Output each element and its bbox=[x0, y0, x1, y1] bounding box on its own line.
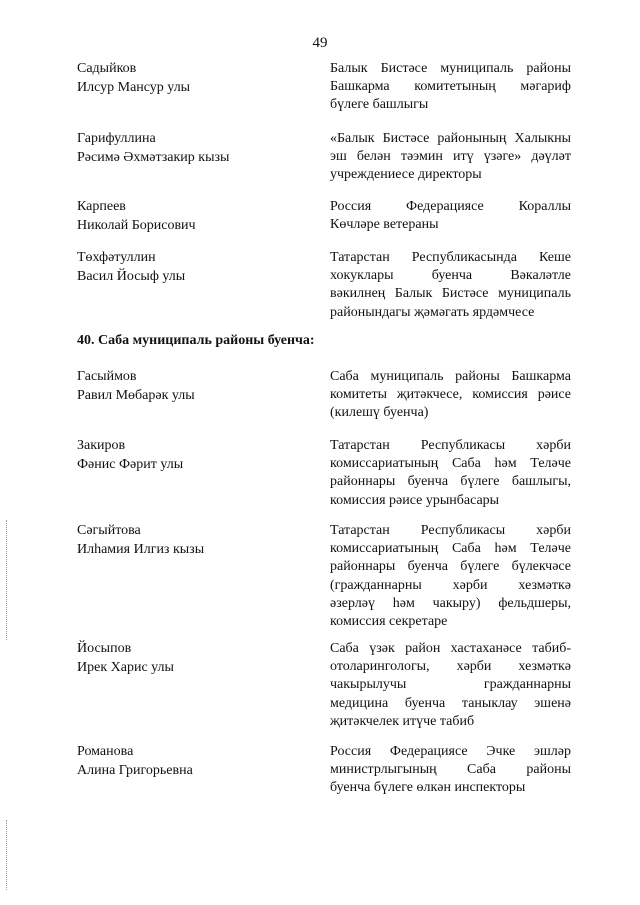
member-role-line: Татарстан Республикасы хәрби bbox=[330, 438, 571, 453]
member-surname: Сәгыйтова bbox=[77, 523, 141, 538]
member-role-line: бүлеге башлыгы bbox=[330, 97, 429, 113]
member-role-line: районнары буенча бүлеге бүлекчәсе bbox=[330, 559, 571, 575]
member-given-name: Николай Борисович bbox=[77, 217, 196, 233]
member-name bbox=[77, 522, 307, 559]
member-role bbox=[330, 249, 571, 322]
member-role bbox=[330, 60, 571, 115]
member-role-line: Саба муниципаль районы Башкарма bbox=[330, 369, 571, 384]
member-name bbox=[77, 198, 307, 235]
member-role-line: министрлыгының Саба районы bbox=[330, 762, 571, 778]
member-role-line: комиссариатының Саба һәм Теләче bbox=[330, 541, 571, 557]
member-given-name: Рәсимә Әхмәтзакир кызы bbox=[77, 149, 230, 165]
member-role-line: Балык Бистәсе муниципаль районы bbox=[330, 61, 571, 76]
member-role bbox=[330, 368, 571, 423]
section-heading: 40. Саба муниципаль районы буенча: bbox=[77, 333, 315, 348]
member-name bbox=[77, 368, 307, 405]
member-given-name: Алина Григорьевна bbox=[77, 762, 193, 778]
member-surname: Гарифуллина bbox=[77, 131, 156, 146]
member-role-line: комиссия рәисе урынбасары bbox=[330, 492, 500, 508]
member-role bbox=[330, 198, 571, 234]
member-role bbox=[330, 130, 571, 185]
member-role-line: чакырылучы гражданнарны bbox=[330, 677, 571, 693]
left-margin-marks bbox=[6, 520, 9, 640]
member-role-line: медицина буенча таныклау эшенә bbox=[330, 695, 571, 711]
member-role-line: комитеты җитәкчесе, комиссия рәисе bbox=[330, 387, 571, 403]
member-name bbox=[77, 640, 307, 677]
member-role-line: эш белән тәэмин итү үзәге» дәүләт bbox=[330, 149, 571, 165]
member-role-line: комиссия секретаре bbox=[330, 614, 448, 630]
member-role-line: Көчләре ветераны bbox=[330, 217, 439, 233]
member-name bbox=[77, 60, 307, 97]
member-name bbox=[77, 437, 307, 474]
member-name bbox=[77, 249, 307, 286]
member-surname: Закиров bbox=[77, 438, 126, 453]
member-role-line: Россия Федерациясе Кораллы bbox=[330, 199, 571, 214]
member-role-line: Татарстан Республикасы хәрби bbox=[330, 523, 571, 538]
member-role-line: районнары буенча бүлеге башлыгы, bbox=[330, 474, 571, 490]
member-surname: Садыйков bbox=[77, 61, 137, 76]
page-number: 49 bbox=[312, 35, 328, 51]
member-role-line: җитәкчелек итүче табиб bbox=[330, 713, 475, 729]
member-role-line: хокуклары буенча Вәкаләтле bbox=[330, 268, 571, 284]
member-role bbox=[330, 743, 571, 798]
member-given-name: Илһамия Илгиз кызы bbox=[77, 541, 205, 557]
member-role-line: буенча бүлеге өлкән инспекторы bbox=[330, 780, 526, 796]
member-role-line: (килешү буенча) bbox=[330, 405, 429, 421]
member-given-name: Фәнис Фәрит улы bbox=[77, 456, 184, 472]
member-role bbox=[330, 640, 571, 731]
member-given-name: Равил Мөбарәк улы bbox=[77, 387, 195, 403]
member-surname: Йосыпов bbox=[77, 641, 132, 656]
member-role bbox=[330, 522, 571, 631]
member-role-line: вәкилнең Балык Бистәсе муниципаль bbox=[330, 286, 571, 302]
member-given-name: Илсур Мансур улы bbox=[77, 79, 191, 95]
member-surname: Гасыймов bbox=[77, 369, 137, 384]
member-role-line: Саба үзәк район хастаханәсе табиб- bbox=[330, 641, 571, 656]
member-name bbox=[77, 130, 307, 167]
member-role-line: районындагы җәмәгать ярдәмчесе bbox=[330, 304, 535, 320]
member-given-name: Васил Йосыф улы bbox=[77, 268, 186, 284]
member-role-line: учреждениесе директоры bbox=[330, 167, 482, 183]
member-role-line: комиссариатының Саба һәм Теләче bbox=[330, 456, 571, 472]
member-role bbox=[330, 437, 571, 510]
member-role-line: әзерләү һәм чакыру) фельдшеры, bbox=[330, 595, 571, 611]
member-role-line: Татарстан Республикасында Кеше bbox=[330, 250, 571, 265]
member-role-line: Россия Федерациясе Эчке эшләр bbox=[330, 744, 571, 759]
member-surname: Төхфәтуллин bbox=[77, 250, 156, 265]
member-given-name: Ирек Харис улы bbox=[77, 659, 174, 675]
member-surname: Романова bbox=[77, 744, 134, 759]
member-role-line: (гражданнарны хәрби хезмәткә bbox=[330, 577, 571, 593]
left-margin-marks bbox=[6, 820, 9, 890]
member-name bbox=[77, 743, 307, 780]
member-surname: Карпеев bbox=[77, 199, 126, 214]
member-role-line: Башкарма комитетының мәгариф bbox=[330, 79, 571, 95]
member-role-line: отоларингологы, хәрби хезмәткә bbox=[330, 659, 571, 675]
member-role-line: «Балык Бистәсе районының Халыкны bbox=[330, 131, 571, 146]
